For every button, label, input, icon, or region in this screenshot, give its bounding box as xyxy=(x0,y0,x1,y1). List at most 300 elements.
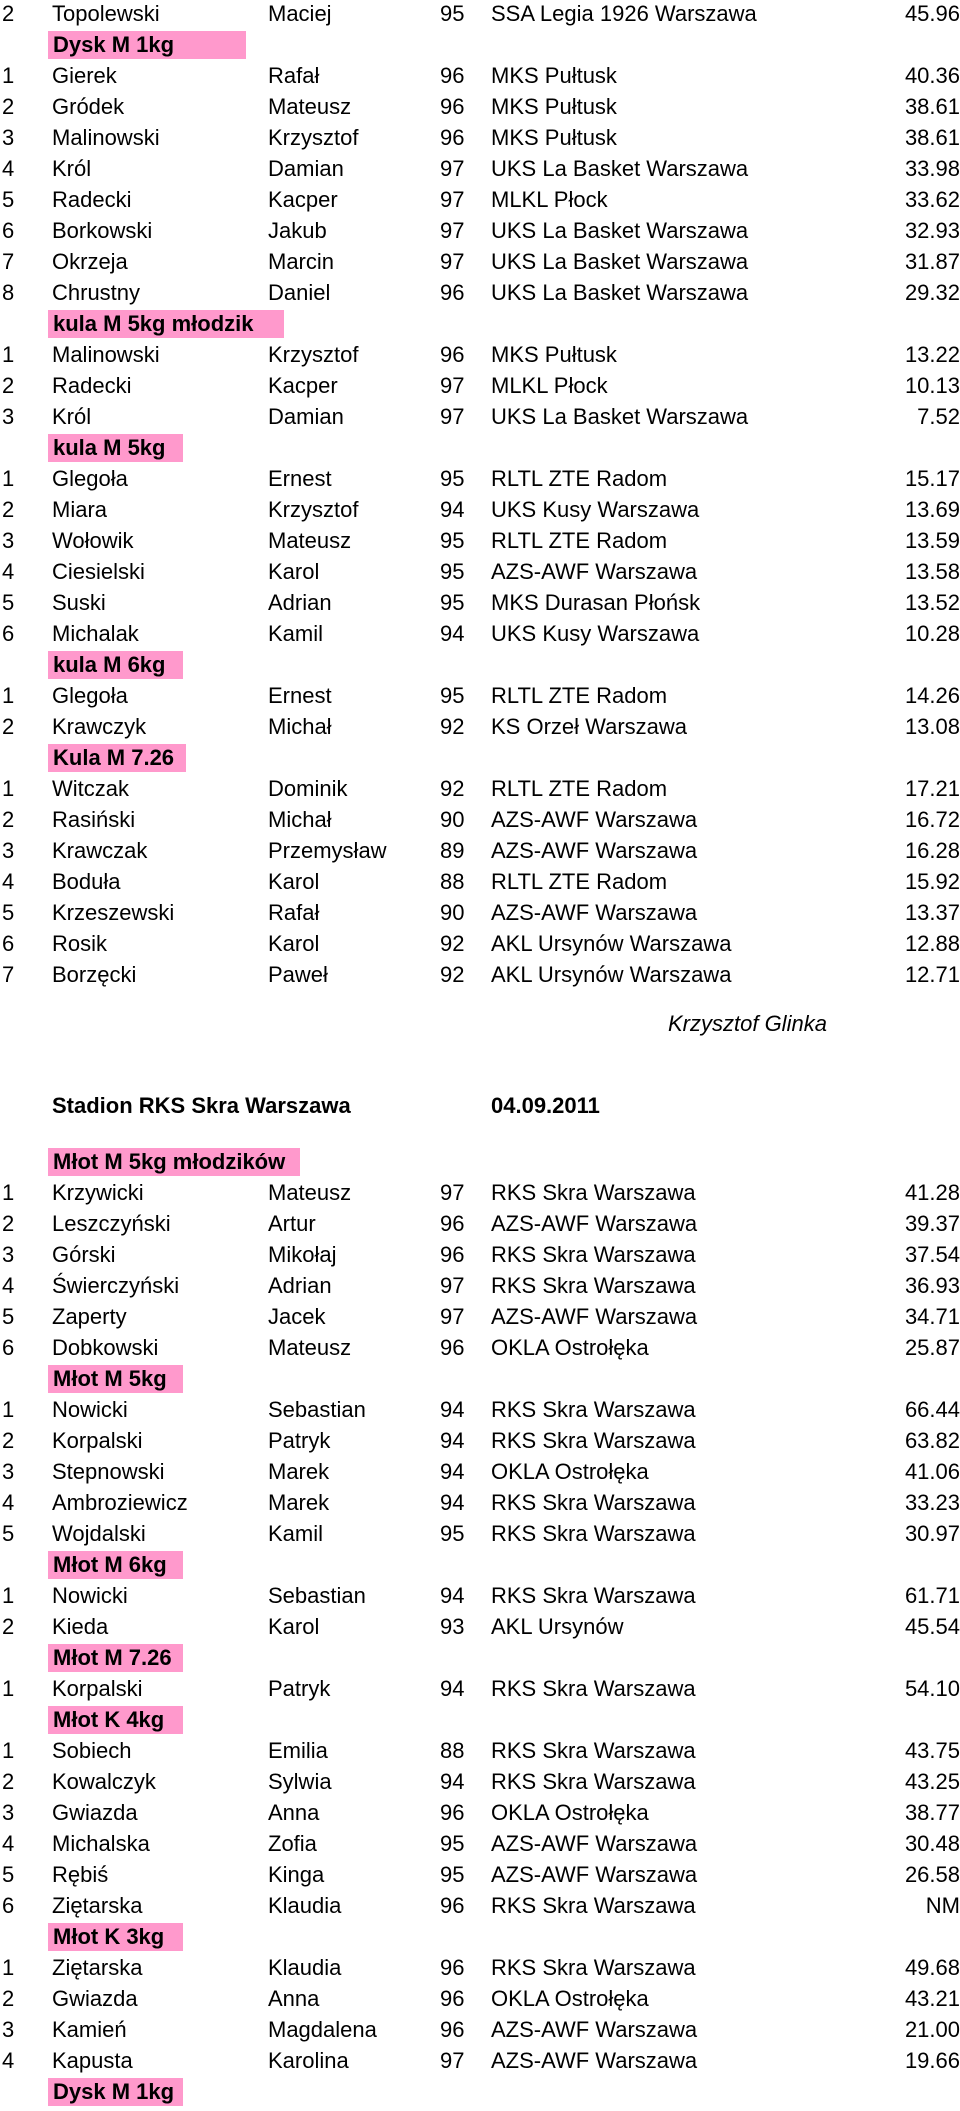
event-header-label: kula M 5kg xyxy=(53,435,166,460)
result-row xyxy=(0,339,960,370)
cell-birth-year: 88 xyxy=(440,869,465,894)
cell-rank: 5 xyxy=(2,590,15,615)
cell-club: UKS La Basket Warszawa xyxy=(491,249,749,274)
cell-result: 21.00 xyxy=(904,2017,960,2042)
cell-first-name: Rafał xyxy=(268,63,320,88)
cell-birth-year: 93 xyxy=(440,1614,465,1639)
cell-result: 66.44 xyxy=(904,1397,960,1422)
event-header-label: Młot M 7.26 xyxy=(53,1645,172,1670)
cell-rank: 1 xyxy=(2,683,15,708)
cell-rank: 5 xyxy=(2,1521,15,1546)
event-header-label: kula M 5kg młodzik xyxy=(53,311,254,336)
cell-first-name: Karol xyxy=(268,869,320,894)
result-row xyxy=(0,1208,960,1239)
cell-result: 12.88 xyxy=(904,931,960,956)
cell-last-name: Topolewski xyxy=(52,1,160,26)
cell-last-name: Ziętarska xyxy=(52,1955,143,1980)
cell-rank: 5 xyxy=(2,1862,15,1887)
cell-club: RLTL ZTE Radom xyxy=(491,683,668,708)
cell-club: AZS-AWF Warszawa xyxy=(491,1211,698,1236)
cell-birth-year: 96 xyxy=(440,1800,465,1825)
result-row xyxy=(0,1456,960,1487)
cell-club: UKS La Basket Warszawa xyxy=(491,404,749,429)
cell-birth-year: 96 xyxy=(440,2017,465,2042)
cell-first-name: Karol xyxy=(268,931,320,956)
cell-result: 31.87 xyxy=(904,249,960,274)
event-header xyxy=(48,1148,300,1176)
event-header-label: Młot M 5kg xyxy=(53,1366,167,1391)
cell-result: 63.82 xyxy=(904,1428,960,1453)
cell-rank: 6 xyxy=(2,621,15,646)
result-row xyxy=(0,1735,960,1766)
cell-birth-year: 95 xyxy=(440,1521,465,1546)
cell-birth-year: 94 xyxy=(440,1459,465,1484)
result-row xyxy=(0,246,960,277)
cell-result: 26.58 xyxy=(904,1862,960,1887)
result-row xyxy=(0,711,960,742)
cell-first-name: Patryk xyxy=(268,1676,331,1701)
cell-first-name: Dominik xyxy=(268,776,348,801)
cell-first-name: Klaudia xyxy=(268,1955,342,1980)
cell-club: OKLA Ostrołęka xyxy=(491,1459,649,1484)
cell-first-name: Damian xyxy=(268,404,344,429)
cell-result: 12.71 xyxy=(904,962,960,987)
cell-club: MLKL Płock xyxy=(491,373,608,398)
cell-first-name: Kinga xyxy=(268,1862,325,1887)
cell-club: RKS Skra Warszawa xyxy=(491,1583,696,1608)
cell-last-name: Korpalski xyxy=(52,1428,143,1453)
cell-club: RKS Skra Warszawa xyxy=(491,1397,696,1422)
cell-result: 13.52 xyxy=(904,590,960,615)
cell-last-name: Wołowik xyxy=(52,528,134,553)
cell-first-name: Krzysztof xyxy=(268,497,359,522)
cell-first-name: Maciej xyxy=(268,1,332,26)
cell-birth-year: 96 xyxy=(440,1986,465,2011)
event-header xyxy=(48,1365,183,1393)
result-row xyxy=(0,215,960,246)
cell-last-name: Leszczyński xyxy=(52,1211,171,1236)
cell-birth-year: 97 xyxy=(440,249,465,274)
cell-club: OKLA Ostrołęka xyxy=(491,1986,649,2011)
cell-club: AZS-AWF Warszawa xyxy=(491,1304,698,1329)
cell-club: RKS Skra Warszawa xyxy=(491,1955,696,1980)
event-header-label: Młot K 3kg xyxy=(53,1924,165,1949)
result-row xyxy=(0,1828,960,1859)
cell-last-name: Michalak xyxy=(52,621,139,646)
cell-last-name: Gwiazda xyxy=(52,1800,138,1825)
cell-last-name: Borkowski xyxy=(52,218,153,243)
cell-last-name: Boduła xyxy=(52,869,121,894)
cell-result: 45.54 xyxy=(904,1614,960,1639)
cell-last-name: Ciesielski xyxy=(52,559,145,584)
cell-rank: 1 xyxy=(2,342,15,367)
cell-result: 33.23 xyxy=(904,1490,960,1515)
cell-last-name: Nowicki xyxy=(52,1397,128,1422)
result-row xyxy=(0,1487,960,1518)
cell-rank: 6 xyxy=(2,1893,15,1918)
cell-birth-year: 94 xyxy=(440,1490,465,1515)
cell-rank: 1 xyxy=(2,1738,15,1763)
cell-birth-year: 97 xyxy=(440,404,465,429)
cell-rank: 3 xyxy=(2,125,15,150)
cell-last-name: Suski xyxy=(52,590,106,615)
cell-rank: 7 xyxy=(2,249,15,274)
cell-rank: 4 xyxy=(2,1490,15,1515)
cell-rank: 3 xyxy=(2,838,15,863)
venue-title: Stadion RKS Skra Warszawa xyxy=(52,1093,351,1118)
cell-last-name: Kapusta xyxy=(52,2048,133,2073)
cell-club: RKS Skra Warszawa xyxy=(491,1428,696,1453)
result-row xyxy=(0,370,960,401)
cell-birth-year: 95 xyxy=(440,528,465,553)
result-row xyxy=(0,1766,960,1797)
cell-rank: 2 xyxy=(2,807,15,832)
cell-birth-year: 95 xyxy=(440,1831,465,1856)
cell-club: MKS Pułtusk xyxy=(491,63,617,88)
cell-birth-year: 90 xyxy=(440,900,465,925)
cell-rank: 2 xyxy=(2,1986,15,2011)
cell-club: UKS La Basket Warszawa xyxy=(491,156,749,181)
result-row xyxy=(0,1983,960,2014)
cell-rank: 1 xyxy=(2,1676,15,1701)
cell-birth-year: 96 xyxy=(440,63,465,88)
cell-last-name: Dobkowski xyxy=(52,1335,159,1360)
cell-first-name: Emilia xyxy=(268,1738,328,1763)
cell-club: AKL Ursynów xyxy=(491,1614,624,1639)
result-row xyxy=(0,1890,960,1921)
result-row xyxy=(0,1518,960,1549)
cell-last-name: Krawczak xyxy=(52,838,148,863)
event-header xyxy=(48,31,246,59)
cell-result: 33.98 xyxy=(904,156,960,181)
cell-last-name: Okrzeja xyxy=(52,249,128,274)
cell-club: MKS Durasan Płońsk xyxy=(491,590,701,615)
cell-result: 34.71 xyxy=(904,1304,960,1329)
cell-club: UKS Kusy Warszawa xyxy=(491,497,700,522)
result-row xyxy=(0,1239,960,1270)
cell-rank: 6 xyxy=(2,931,15,956)
cell-last-name: Ambroziewicz xyxy=(52,1490,188,1515)
cell-rank: 1 xyxy=(2,466,15,491)
cell-club: UKS Kusy Warszawa xyxy=(491,621,700,646)
cell-rank: 5 xyxy=(2,1304,15,1329)
cell-first-name: Klaudia xyxy=(268,1893,342,1918)
cell-last-name: Chrustny xyxy=(52,280,141,305)
cell-club: RLTL ZTE Radom xyxy=(491,466,668,491)
cell-rank: 8 xyxy=(2,280,15,305)
event-header xyxy=(48,1644,183,1672)
cell-first-name: Paweł xyxy=(268,962,328,987)
cell-rank: 4 xyxy=(2,1831,15,1856)
result-row xyxy=(0,2014,960,2045)
cell-birth-year: 94 xyxy=(440,1428,465,1453)
cell-birth-year: 96 xyxy=(440,125,465,150)
result-row xyxy=(0,556,960,587)
event-header xyxy=(48,434,183,462)
event-header xyxy=(48,1551,183,1579)
cell-result: 36.93 xyxy=(904,1273,960,1298)
result-row xyxy=(0,1952,960,1983)
cell-result: 13.22 xyxy=(904,342,960,367)
cell-rank: 2 xyxy=(2,1428,15,1453)
cell-rank: 4 xyxy=(2,156,15,181)
cell-first-name: Rafał xyxy=(268,900,320,925)
event-header xyxy=(48,744,186,772)
cell-birth-year: 94 xyxy=(440,1583,465,1608)
cell-rank: 5 xyxy=(2,900,15,925)
cell-first-name: Sylwia xyxy=(268,1769,332,1794)
cell-first-name: Daniel xyxy=(268,280,331,305)
cell-birth-year: 95 xyxy=(440,1862,465,1887)
cell-result: 14.26 xyxy=(904,683,960,708)
cell-club: MKS Pułtusk xyxy=(491,125,617,150)
cell-club: MKS Pułtusk xyxy=(491,342,617,367)
cell-last-name: Gródek xyxy=(52,94,125,119)
cell-result: 54.10 xyxy=(904,1676,960,1701)
cell-club: AKL Ursynów Warszawa xyxy=(491,931,732,956)
cell-result: 13.08 xyxy=(904,714,960,739)
cell-birth-year: 94 xyxy=(440,1397,465,1422)
author-signature: Krzysztof Glinka xyxy=(668,1011,827,1036)
cell-result: 10.13 xyxy=(904,373,960,398)
cell-birth-year: 95 xyxy=(440,559,465,584)
cell-first-name: Adrian xyxy=(268,1273,332,1298)
cell-result: 41.28 xyxy=(904,1180,960,1205)
cell-rank: 2 xyxy=(2,373,15,398)
cell-first-name: Damian xyxy=(268,156,344,181)
result-row xyxy=(0,773,960,804)
cell-club: AKL Ursynów Warszawa xyxy=(491,962,732,987)
cell-rank: 5 xyxy=(2,187,15,212)
cell-birth-year: 97 xyxy=(440,1273,465,1298)
event-header xyxy=(48,651,183,679)
cell-last-name: Rębiś xyxy=(52,1862,109,1887)
cell-result: 25.87 xyxy=(904,1335,960,1360)
cell-first-name: Adrian xyxy=(268,590,332,615)
cell-rank: 3 xyxy=(2,1242,15,1267)
cell-birth-year: 97 xyxy=(440,218,465,243)
cell-last-name: Miara xyxy=(52,497,108,522)
result-row xyxy=(0,153,960,184)
cell-result: 13.69 xyxy=(904,497,960,522)
cell-last-name: Ziętarska xyxy=(52,1893,143,1918)
cell-last-name: Kamień xyxy=(52,2017,127,2042)
cell-result: NM xyxy=(925,1893,960,1918)
cell-last-name: Krzeszewski xyxy=(52,900,175,925)
cell-result: 17.21 xyxy=(904,776,960,801)
cell-last-name: Gwiazda xyxy=(52,1986,138,2011)
cell-first-name: Mateusz xyxy=(268,1335,352,1360)
cell-last-name: Radecki xyxy=(52,373,132,398)
cell-rank: 7 xyxy=(2,962,15,987)
cell-club: OKLA Ostrołęka xyxy=(491,1800,649,1825)
cell-last-name: Król xyxy=(52,404,92,429)
cell-first-name: Patryk xyxy=(268,1428,331,1453)
cell-birth-year: 96 xyxy=(440,280,465,305)
result-row xyxy=(0,1270,960,1301)
result-row xyxy=(0,2045,960,2076)
cell-birth-year: 96 xyxy=(440,1242,465,1267)
result-row xyxy=(0,1425,960,1456)
cell-rank: 4 xyxy=(2,2048,15,2073)
event-header-label: Kula M 7.26 xyxy=(53,745,175,770)
result-row xyxy=(0,91,960,122)
cell-birth-year: 97 xyxy=(440,187,465,212)
cell-last-name: Kieda xyxy=(52,1614,109,1639)
cell-first-name: Mateusz xyxy=(268,94,352,119)
cell-result: 61.71 xyxy=(904,1583,960,1608)
cell-result: 32.93 xyxy=(904,218,960,243)
cell-club: RLTL ZTE Radom xyxy=(491,869,668,894)
cell-rank: 1 xyxy=(2,1397,15,1422)
cell-last-name: Gierek xyxy=(52,63,117,88)
cell-first-name: Jakub xyxy=(268,218,327,243)
cell-rank: 2 xyxy=(2,1,15,26)
cell-last-name: Stepnowski xyxy=(52,1459,165,1484)
cell-first-name: Karol xyxy=(268,559,320,584)
cell-first-name: Sebastian xyxy=(268,1397,366,1422)
cell-club: AZS-AWF Warszawa xyxy=(491,838,698,863)
cell-result: 13.59 xyxy=(904,528,960,553)
cell-result: 39.37 xyxy=(904,1211,960,1236)
cell-rank: 3 xyxy=(2,528,15,553)
cell-first-name: Mateusz xyxy=(268,1180,352,1205)
cell-birth-year: 92 xyxy=(440,931,465,956)
result-row xyxy=(0,866,960,897)
cell-first-name: Marek xyxy=(268,1490,330,1515)
cell-birth-year: 96 xyxy=(440,1955,465,1980)
result-row xyxy=(0,835,960,866)
cell-birth-year: 94 xyxy=(440,497,465,522)
cell-birth-year: 89 xyxy=(440,838,465,863)
cell-rank: 2 xyxy=(2,1211,15,1236)
cell-result: 38.61 xyxy=(904,125,960,150)
cell-result: 16.72 xyxy=(904,807,960,832)
result-row xyxy=(0,680,960,711)
cell-rank: 1 xyxy=(2,776,15,801)
event-header xyxy=(48,310,284,338)
cell-last-name: Glegoła xyxy=(52,683,128,708)
result-row xyxy=(0,1859,960,1890)
cell-club: RKS Skra Warszawa xyxy=(491,1273,696,1298)
cell-birth-year: 96 xyxy=(440,1211,465,1236)
cell-rank: 3 xyxy=(2,2017,15,2042)
event-header-label: Młot M 5kg młodzików xyxy=(53,1149,286,1174)
event-header-label: Młot M 6kg xyxy=(53,1552,167,1577)
cell-first-name: Kamil xyxy=(268,1521,324,1546)
cell-rank: 4 xyxy=(2,559,15,584)
cell-birth-year: 92 xyxy=(440,962,465,987)
result-row xyxy=(0,525,960,556)
cell-birth-year: 96 xyxy=(440,1893,465,1918)
cell-birth-year: 95 xyxy=(440,1,465,26)
event-date: 04.09.2011 xyxy=(491,1093,600,1118)
event-header-label: Dysk M 1kg xyxy=(53,32,175,57)
cell-club: RKS Skra Warszawa xyxy=(491,1242,696,1267)
cell-club: RKS Skra Warszawa xyxy=(491,1738,696,1763)
cell-result: 13.37 xyxy=(904,900,960,925)
cell-result: 33.62 xyxy=(904,187,960,212)
cell-first-name: Kacper xyxy=(268,187,338,212)
cell-rank: 4 xyxy=(2,1273,15,1298)
cell-club: MLKL Płock xyxy=(491,187,608,212)
cell-last-name: Sobiech xyxy=(52,1738,132,1763)
cell-rank: 4 xyxy=(2,869,15,894)
result-row xyxy=(0,0,960,29)
cell-rank: 1 xyxy=(2,1955,15,1980)
cell-result: 37.54 xyxy=(904,1242,960,1267)
cell-last-name: Zaperty xyxy=(52,1304,127,1329)
cell-birth-year: 95 xyxy=(440,683,465,708)
result-row xyxy=(0,959,960,990)
cell-last-name: Krzywicki xyxy=(52,1180,144,1205)
event-header xyxy=(48,2078,183,2106)
cell-result: 29.32 xyxy=(904,280,960,305)
cell-result: 7.52 xyxy=(917,404,960,429)
cell-birth-year: 97 xyxy=(440,156,465,181)
cell-birth-year: 96 xyxy=(440,1335,465,1360)
result-row xyxy=(0,463,960,494)
cell-last-name: Kowalczyk xyxy=(52,1769,156,1794)
cell-last-name: Górski xyxy=(52,1242,116,1267)
result-row xyxy=(0,1177,960,1208)
result-row xyxy=(0,1332,960,1363)
event-header xyxy=(48,1923,183,1951)
cell-rank: 1 xyxy=(2,63,15,88)
cell-result: 15.92 xyxy=(904,869,960,894)
result-row xyxy=(0,277,960,308)
event-header-label: Dysk M 1kg xyxy=(53,2079,175,2104)
cell-club: UKS La Basket Warszawa xyxy=(491,218,749,243)
cell-first-name: Krzysztof xyxy=(268,125,359,150)
cell-club: AZS-AWF Warszawa xyxy=(491,1831,698,1856)
cell-first-name: Krzysztof xyxy=(268,342,359,367)
cell-first-name: Kamil xyxy=(268,621,324,646)
cell-club: AZS-AWF Warszawa xyxy=(491,2017,698,2042)
cell-club: KS Orzeł Warszawa xyxy=(491,714,688,739)
cell-result: 30.48 xyxy=(904,1831,960,1856)
cell-rank: 2 xyxy=(2,94,15,119)
cell-result: 45.96 xyxy=(904,1,960,26)
cell-first-name: Ernest xyxy=(268,683,332,708)
cell-first-name: Sebastian xyxy=(268,1583,366,1608)
cell-result: 43.75 xyxy=(904,1738,960,1763)
cell-rank: 3 xyxy=(2,404,15,429)
cell-birth-year: 94 xyxy=(440,1769,465,1794)
cell-first-name: Mateusz xyxy=(268,528,352,553)
cell-rank: 6 xyxy=(2,1335,15,1360)
cell-result: 49.68 xyxy=(904,1955,960,1980)
cell-birth-year: 96 xyxy=(440,94,465,119)
cell-last-name: Król xyxy=(52,156,92,181)
cell-club: MKS Pułtusk xyxy=(491,94,617,119)
cell-result: 43.21 xyxy=(904,1986,960,2011)
cell-birth-year: 97 xyxy=(440,1180,465,1205)
cell-result: 38.77 xyxy=(904,1800,960,1825)
cell-first-name: Kacper xyxy=(268,373,338,398)
cell-club: OKLA Ostrołęka xyxy=(491,1335,649,1360)
cell-first-name: Marcin xyxy=(268,249,335,274)
result-row xyxy=(0,1580,960,1611)
cell-last-name: Michalska xyxy=(52,1831,150,1856)
cell-result: 15.17 xyxy=(904,466,960,491)
cell-first-name: Mikołaj xyxy=(268,1242,337,1267)
cell-last-name: Glegoła xyxy=(52,466,128,491)
cell-first-name: Anna xyxy=(268,1800,320,1825)
cell-result: 43.25 xyxy=(904,1769,960,1794)
cell-club: RKS Skra Warszawa xyxy=(491,1521,696,1546)
cell-club: SSA Legia 1926 Warszawa xyxy=(491,1,757,26)
